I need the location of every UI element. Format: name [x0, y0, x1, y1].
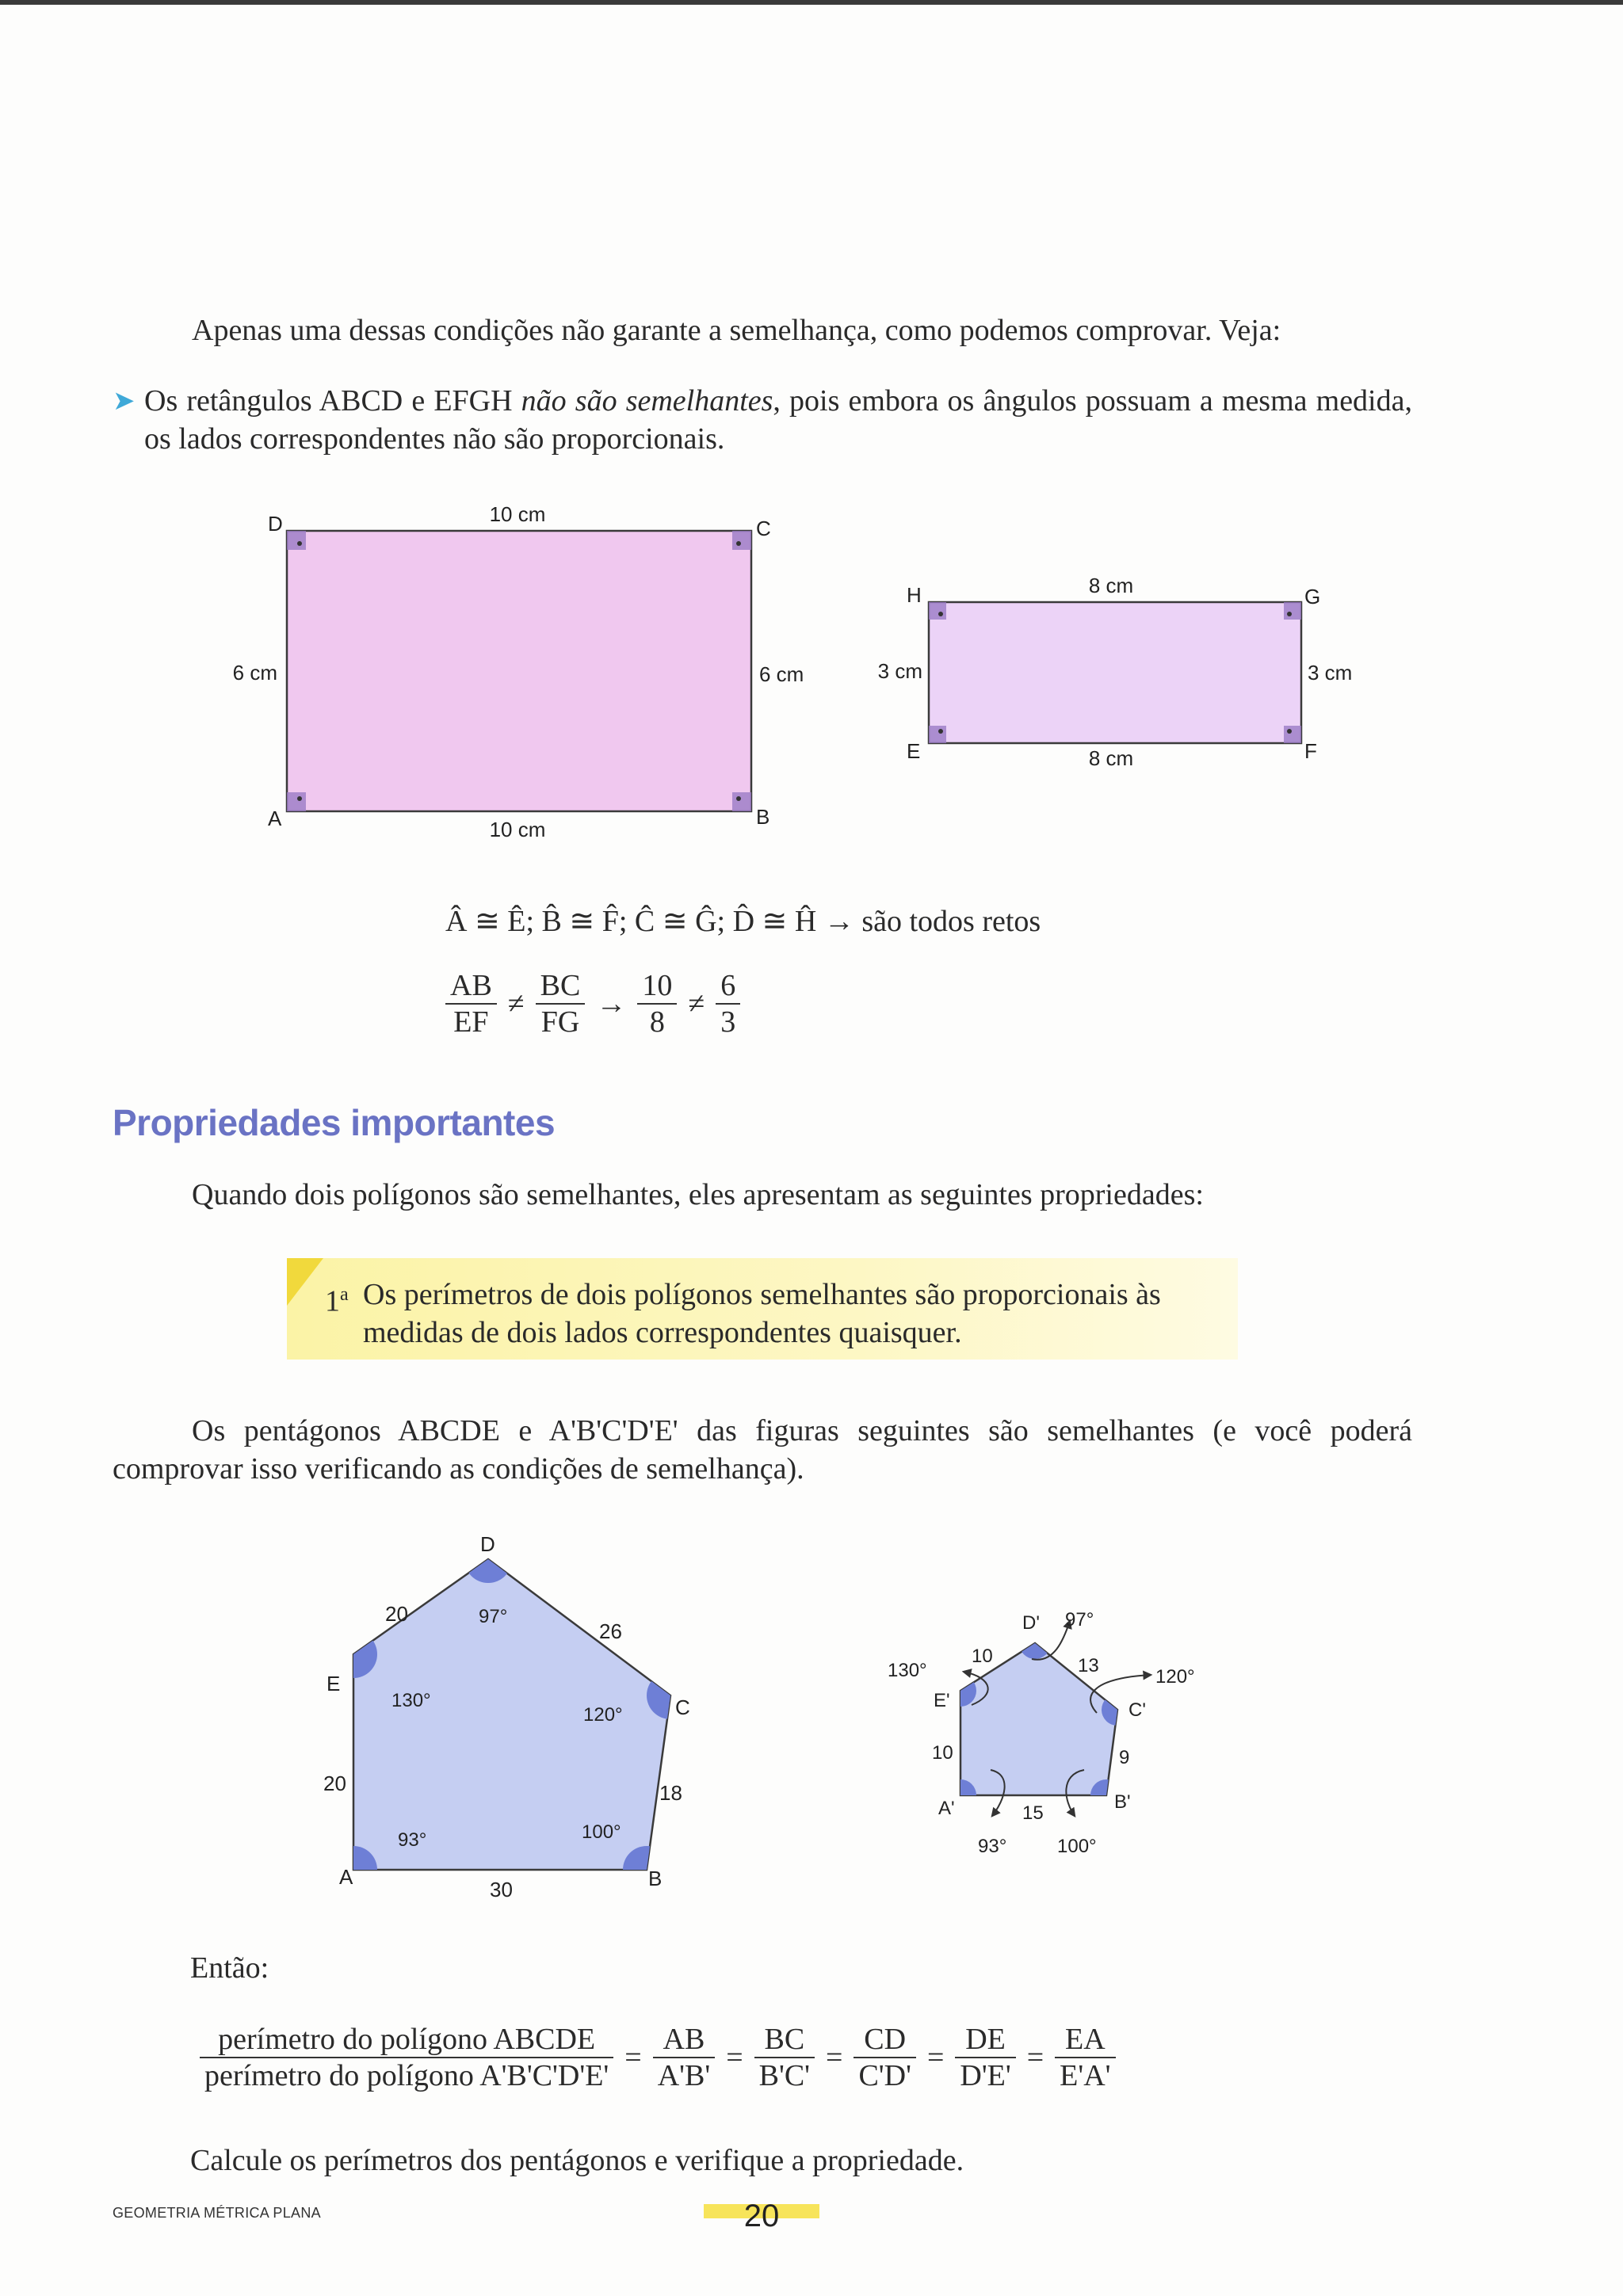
property-number	[325, 1276, 349, 1321]
fraction-numerator: BC	[536, 968, 586, 1005]
section-heading: Propriedades importantes	[113, 1102, 556, 1143]
vertex-label-d-prime: D'	[1022, 1612, 1040, 1634]
angle-mark-a	[330, 1846, 377, 1894]
right-angle-mark	[287, 792, 306, 811]
equals-sign: =	[726, 2041, 743, 2074]
vertex-label-d: D	[268, 512, 283, 536]
fraction-6-3	[716, 968, 740, 1039]
fraction-denominator: E'A'	[1060, 2059, 1111, 2092]
side-label-ea: 20	[323, 1772, 346, 1795]
side-label-bc-prime: 9	[1119, 1747, 1130, 1768]
bullet-text-italic: não são semelhantes	[521, 384, 773, 418]
side-label-ea-prime: 10	[932, 1742, 953, 1764]
angle-label-b: 100°	[582, 1821, 621, 1843]
fraction-denominator: A'B'	[657, 2059, 711, 2092]
properties-intro: Quando dois polígonos são semelhantes, eles apresentam as seguintes propriedades:	[192, 1178, 1204, 1211]
side-label-de-prime: 10	[972, 1646, 993, 1667]
angle-label-c: 120°	[583, 1704, 623, 1726]
fraction-numerator: EA	[1055, 2022, 1115, 2058]
side-label-cd: 26	[599, 1619, 622, 1643]
perimeter-equation	[200, 2022, 1116, 2093]
fraction-ea	[1055, 2022, 1115, 2093]
fraction-numerator: CD	[854, 2022, 915, 2058]
bullet-arrow-icon: ➤	[113, 385, 136, 417]
ratio-line	[445, 968, 740, 1039]
angle-label-a: 93°	[398, 1829, 427, 1851]
angle-label-d-prime: 97°	[1065, 1609, 1094, 1630]
fraction-cd	[854, 2022, 915, 2093]
vertex-label-b-prime: B'	[1114, 1791, 1131, 1813]
pentagon-abcde	[323, 1532, 694, 1901]
implies-arrow: →	[596, 987, 627, 1020]
pentagons-paragraph: Os pentágonos ABCDE e A'B'C'D'E' das figuras seguintes são semelhantes (e você poderá comprovar isso verificando as condições de semelhança).	[113, 1414, 1412, 1486]
right-angle-mark	[1284, 726, 1301, 743]
bullet-item	[113, 382, 1412, 458]
perimeter-fraction	[200, 2022, 613, 2093]
fraction-numerator: BC	[754, 2022, 815, 2058]
fraction-numerator: DE	[955, 2022, 1015, 2058]
bullet-text	[144, 382, 1412, 458]
vertex-label-e-prime: E'	[934, 1690, 950, 1711]
side-label-top: 8 cm	[1088, 574, 1134, 597]
vertex-label-a: A	[339, 1865, 353, 1889]
fraction-denominator: B'C'	[758, 2059, 811, 2092]
fraction-denominator: 3	[720, 1005, 736, 1039]
vertex-label-h: H	[907, 583, 922, 607]
vertex-label-c: C	[675, 1695, 690, 1719]
vertex-label-a-prime: A'	[938, 1798, 955, 1819]
side-label-cd-prime: 13	[1078, 1655, 1099, 1676]
side-label-top: 10 cm	[489, 502, 546, 526]
fraction-denominator: C'D'	[858, 2059, 911, 2092]
right-angle-mark	[287, 531, 306, 550]
fraction-numerator: AB	[653, 2022, 715, 2058]
vertex-label-b: B	[648, 1867, 663, 1890]
fraction-de	[955, 2022, 1015, 2093]
equals-sign: =	[1026, 2041, 1044, 2074]
intro-paragraph: Apenas uma dessas condições não garante a semelhança, como podemos comprovar. Veja:	[192, 314, 1281, 347]
not-equal-sign: ≠	[688, 987, 705, 1020]
property-corner-marker	[287, 1258, 323, 1306]
side-label-bottom: 8 cm	[1088, 746, 1134, 770]
angle-mark-b	[623, 1846, 670, 1894]
side-label-right: 6 cm	[759, 662, 804, 686]
side-label-left: 3 cm	[877, 659, 922, 683]
page-number: 20	[743, 2199, 780, 2233]
angle-label-e-prime: 130°	[888, 1660, 927, 1681]
property-number-digit: 1	[325, 1284, 340, 1318]
side-label-ab-prime: 15	[1022, 1802, 1044, 1824]
angle-label-e: 130°	[391, 1690, 431, 1711]
angle-conclusion: são todos retos	[861, 905, 1041, 938]
bullet-text-post: , pois embora os ângulos possuam a mesma medida, os lados correspondentes não são proporcionais.	[144, 384, 1412, 456]
bullet-text-pre: Os retângulos ABCD e EFGH	[144, 384, 521, 418]
angle-congruences: Â ≅ Ê; B̂ ≅ F̂; Ĉ ≅ Ĝ; D̂ ≅ Ĥ	[445, 905, 817, 938]
final-instruction: Calcule os perímetros dos pentágonos e verifique a propriedade.	[190, 2144, 964, 2177]
equals-sign: =	[624, 2041, 642, 2074]
implies-arrow: →	[823, 905, 854, 938]
top-rule	[0, 0, 1623, 5]
vertex-label-b: B	[756, 805, 770, 829]
rectangles-figure	[0, 475, 1623, 856]
property-box	[287, 1258, 1238, 1360]
vertex-label-d: D	[480, 1532, 495, 1556]
equals-sign: =	[826, 2041, 843, 2074]
side-label-bc: 18	[659, 1781, 682, 1805]
fraction-denominator: 8	[649, 1005, 665, 1039]
fraction-denominator: EF	[453, 1005, 489, 1039]
rectangle-abcd	[233, 502, 804, 841]
side-label-left: 6 cm	[232, 661, 277, 685]
right-angle-mark	[929, 726, 946, 743]
side-label-ab: 30	[490, 1878, 513, 1901]
vertex-label-e: E	[907, 739, 921, 763]
perimeter-denominator: perímetro do polígono A'B'C'D'E'	[204, 2059, 609, 2092]
fraction-denominator: FG	[540, 1005, 580, 1039]
right-angle-mark	[929, 602, 946, 620]
angle-congruence-line	[445, 903, 1041, 939]
fraction-numerator: AB	[445, 968, 497, 1005]
vertex-label-g: G	[1304, 585, 1321, 608]
rectangle-efgh	[878, 574, 1353, 770]
right-angle-mark	[1284, 602, 1301, 620]
vertex-label-a: A	[268, 807, 282, 830]
angle-mark-e	[330, 1630, 377, 1678]
fraction-bc	[754, 2022, 815, 2093]
property-number-ordinal: a	[340, 1284, 349, 1305]
vertex-label-c-prime: C'	[1128, 1699, 1146, 1721]
side-label-bottom: 10 cm	[489, 818, 546, 841]
angle-label-a-prime: 93°	[978, 1836, 1007, 1857]
fraction-denominator: D'E'	[960, 2059, 1011, 2092]
fraction-ab-ef	[445, 968, 497, 1039]
entao-label: Então:	[190, 1951, 269, 1985]
side-label-right: 3 cm	[1308, 661, 1353, 685]
not-equal-sign: ≠	[507, 987, 525, 1020]
rectangle-abcd-shape	[287, 531, 751, 811]
angle-label-d: 97°	[479, 1606, 508, 1627]
rectangle-efgh-shape	[929, 602, 1301, 743]
vertex-label-c: C	[756, 517, 771, 540]
angle-label-c-prime: 120°	[1155, 1666, 1195, 1688]
pentagon-abcde-prime	[888, 1609, 1195, 1857]
right-angle-mark	[732, 531, 751, 550]
pentagons-figure	[0, 1521, 1623, 1917]
fraction-numerator: 10	[637, 968, 677, 1005]
perimeter-numerator: perímetro do polígono ABCDE	[200, 2022, 613, 2058]
angle-label-b-prime: 100°	[1057, 1836, 1097, 1857]
fraction-ab	[653, 2022, 715, 2093]
side-label-de: 20	[385, 1602, 408, 1626]
fraction-10-8	[637, 968, 677, 1039]
property-text: Os perímetros de dois polígonos semelhantes são proporcionais às medidas de dois lados correspondentes quaisquer.	[363, 1278, 1161, 1349]
equals-sign: =	[926, 2041, 945, 2074]
fraction-numerator: 6	[716, 968, 740, 1005]
fraction-bc-fg	[536, 968, 586, 1039]
right-angle-mark	[732, 792, 751, 811]
vertex-label-e: E	[327, 1672, 341, 1695]
footer-title: GEOMETRIA MÉTRICA PLANA	[113, 2205, 321, 2221]
vertex-label-f: F	[1304, 739, 1317, 763]
